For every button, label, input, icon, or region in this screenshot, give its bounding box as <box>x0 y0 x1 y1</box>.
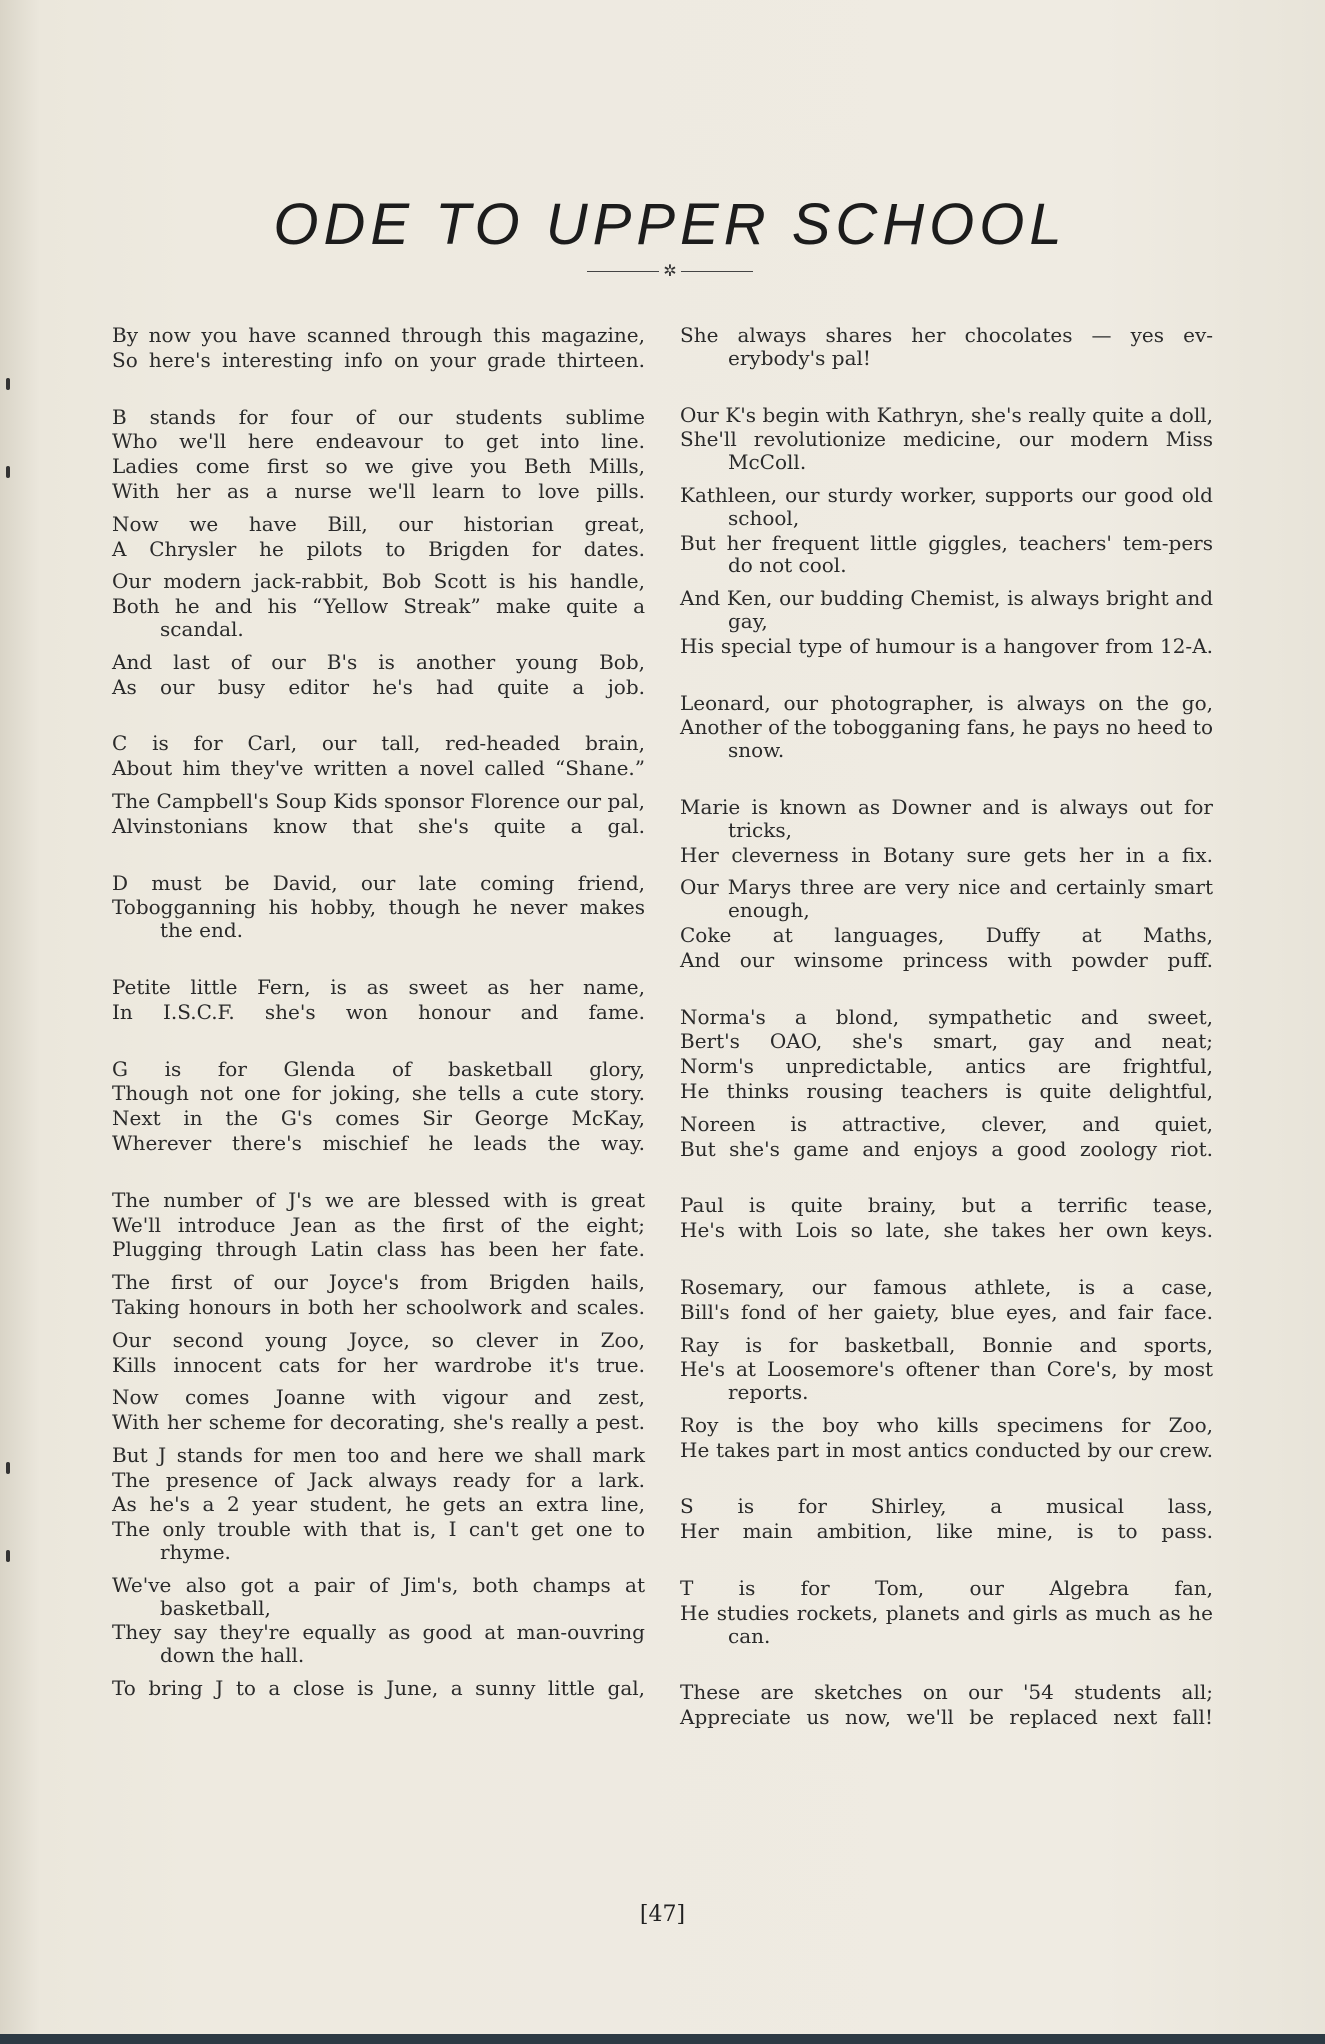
poem-line: The presence of Jack always ready for a lark. <box>112 1467 645 1492</box>
poem-line: Now we have Bill, our historian great, <box>112 511 645 536</box>
poem-stanza <box>112 1058 645 1155</box>
poem-line: Her main ambition, like mine, is to pass. <box>680 1519 1213 1544</box>
poem-line: S is for Shirley, a musical lass, <box>680 1494 1213 1519</box>
poem-line: The number of J's we are blessed with is great <box>112 1187 645 1212</box>
poem-line: She always shares her chocolates — yes ev-erybody's pal! <box>680 323 1213 370</box>
poem-line: By now you have scanned through this magazine, <box>112 323 645 347</box>
page-number: [47] <box>639 1902 686 1927</box>
poem-line: He's with Lois so late, she takes her own keys. <box>680 1218 1213 1243</box>
poem-line: Bert's OAO, she's smart, gay and neat; <box>680 1029 1213 1054</box>
poem-line: And Ken, our budding Chemist, is always bright and gay, <box>680 586 1213 633</box>
poem-line: His special type of humour is a hangover from 12-A. <box>680 633 1213 658</box>
poem-line: But she's game and enjoys a good zoology riot. <box>680 1136 1213 1161</box>
poem-line: With her as a nurse we'll learn to love pills. <box>112 478 645 503</box>
poem-line: Who we'll here endeavour to get into line. <box>112 429 645 454</box>
poem-line: Tobogganning his hobby, though he never makes the end. <box>112 895 645 943</box>
poem-line: But her frequent little giggles, teachers' tem-pers do not cool. <box>680 530 1213 578</box>
poem-line: G is for Glenda of basketball glory, <box>112 1056 645 1081</box>
poem-line: Appreciate us now, we'll be replaced next fall! <box>680 1705 1213 1730</box>
poem-line: They say they're equally as good at man-ouvring down the hall. <box>112 1620 645 1668</box>
poem-line: B stands for four of our students sublime <box>112 404 645 429</box>
poem-stanza <box>680 404 1213 658</box>
poem-line: Our Marys three are very nice and certainly smart enough, <box>680 875 1213 923</box>
poem-line: Kills innocent cats for her wardrobe it's true. <box>112 1352 645 1377</box>
poem-line: Norma's a blond, sympathetic and sweet, <box>680 1004 1213 1029</box>
poem-line: Our K's begin with Kathryn, she's really quite a doll, <box>680 402 1213 427</box>
poem-line: A Chrysler he pilots to Brigden for dates. <box>112 536 645 561</box>
poem-line: These are sketches on our '54 students all; <box>680 1680 1213 1705</box>
poem-column-left <box>112 324 645 1734</box>
poem-stanza <box>112 1189 645 1700</box>
poem-line: Paul is quite brainy, but a terrific tease, <box>680 1193 1213 1218</box>
poem-stanza <box>680 324 1213 370</box>
poem-line: Alvinstonians know that she's quite a gal. <box>112 813 645 838</box>
poem-line: He thinks rousing teachers is quite delightful, <box>680 1078 1213 1103</box>
poem-line: And our winsome princess with powder puff. <box>680 947 1213 972</box>
poem-line: As he's a 2 year student, he gets an extra line, <box>112 1492 645 1517</box>
poem-line: Kathleen, our sturdy worker, supports our good old school, <box>680 482 1213 530</box>
poem-line: Next in the G's comes Sir George McKay, <box>112 1106 645 1131</box>
poem-line: Both he and his “Yellow Streak” make quite a scandal. <box>112 594 645 641</box>
poem-line: Ray is for basketball, Bonnie and sports, <box>680 1332 1213 1357</box>
poem-stanza <box>680 1577 1213 1647</box>
poem-line: But J stands for men too and here we shall mark <box>112 1442 645 1467</box>
poem-line: Plugging through Latin class has been her fate. <box>112 1237 645 1262</box>
ornament-rule <box>587 271 659 272</box>
poem-line: He's at Loosemore's oftener than Core's, by most reports. <box>680 1357 1213 1405</box>
poem-stanza <box>680 796 1213 972</box>
poem-line: Noreen is attractive, clever, and quiet, <box>680 1111 1213 1136</box>
poem-line: The only trouble with that is, I can't get one to rhyme. <box>112 1517 645 1565</box>
poem-line: Rosemary, our famous athlete, is a case, <box>680 1274 1213 1299</box>
poem-line: Ladies come first so we give you Beth Mills, <box>112 454 645 479</box>
ornament-rule <box>681 271 753 272</box>
poem-line: Her cleverness in Botany sure gets her in a fix. <box>680 842 1213 867</box>
poem-line: T is for Tom, our Algebra fan, <box>680 1576 1213 1601</box>
poem-stanza <box>680 1276 1213 1462</box>
poem-line: Roy is the boy who kills specimens for Zoo, <box>680 1412 1213 1437</box>
poem-line: The Campbell's Soup Kids sponsor Florence our pal, <box>112 788 645 813</box>
poem-stanza <box>112 406 645 699</box>
poem-column-right <box>680 324 1213 1763</box>
poem-line: As our busy editor he's had quite a job. <box>112 674 645 699</box>
poem-line: With her scheme for decorating, she's really a pest. <box>112 1410 645 1435</box>
binding-mark <box>6 378 10 390</box>
poem-line: Taking honours in both her schoolwork and scales. <box>112 1294 645 1319</box>
poem-line: Our second young Joyce, so clever in Zoo, <box>112 1327 645 1352</box>
poem-line: Wherever there's mischief he leads the way. <box>112 1130 645 1155</box>
page-title: ODE TO UPPER SCHOOL <box>273 191 1067 257</box>
poem-line: Norm's unpredictable, antics are frightful, <box>680 1054 1213 1079</box>
poem-line: Coke at languages, Duffy at Maths, <box>680 922 1213 947</box>
poem-line: He studies rockets, planets and girls as much as he can. <box>680 1600 1213 1648</box>
poem-line: Now comes Joanne with vigour and zest, <box>112 1385 645 1410</box>
poem-line: We'll introduce Jean as the first of the eight; <box>112 1212 645 1237</box>
poem-stanza <box>112 732 645 837</box>
poem-line: Marie is known as Downer and is always out for tricks, <box>680 794 1213 842</box>
poem-line: So here's interesting info on your grade thirteen. <box>112 347 645 372</box>
poem-stanza <box>680 692 1213 762</box>
asterisk-flower-icon: ✲ <box>663 261 677 280</box>
poem-line: Petite little Fern, is as sweet as her name, <box>112 974 645 999</box>
binding-mark <box>6 1462 10 1474</box>
poem-line: Bill's fond of her gaiety, blue eyes, and fair face. <box>680 1299 1213 1324</box>
poem-line: She'll revolutionize medicine, our modern Miss McColl. <box>680 427 1213 475</box>
poem-line: To bring J to a close is June, a sunny little gal, <box>112 1676 645 1701</box>
poem-line: Leonard, our photographer, is always on the go, <box>680 690 1213 715</box>
title-ornament <box>575 258 765 284</box>
binding-mark <box>6 1550 10 1562</box>
poem-stanza <box>112 976 645 1024</box>
poem-line: And last of our B's is another young Bob, <box>112 649 645 674</box>
poem-line: We've also got a pair of Jim's, both champs at basketball, <box>112 1572 645 1620</box>
binding-mark <box>6 466 10 478</box>
poem-line: D must be David, our late coming friend, <box>112 870 645 895</box>
scan-edge <box>0 2034 1325 2044</box>
poem-line: In I.S.C.F. she's won honour and fame. <box>112 999 645 1024</box>
poem-stanza <box>680 1495 1213 1543</box>
poem-stanza <box>680 1194 1213 1242</box>
poem-line: He takes part in most antics conducted by our crew. <box>680 1437 1213 1462</box>
poem-stanza <box>112 872 645 942</box>
poem-line: Though not one for joking, she tells a cute story. <box>112 1081 645 1106</box>
poem-stanza <box>680 1006 1213 1161</box>
poem-line: The first of our Joyce's from Brigden hails, <box>112 1270 645 1295</box>
poem-stanza <box>680 1681 1213 1729</box>
poem-stanza <box>112 324 645 372</box>
poem-line: Another of the tobogganing fans, he pays no heed to snow. <box>680 715 1213 763</box>
poem-line: C is for Carl, our tall, red-headed brain, <box>112 731 645 756</box>
poem-line: Our modern jack-rabbit, Bob Scott is his handle, <box>112 569 645 594</box>
poem-line: About him they've written a novel called “Shane.” <box>112 756 645 781</box>
